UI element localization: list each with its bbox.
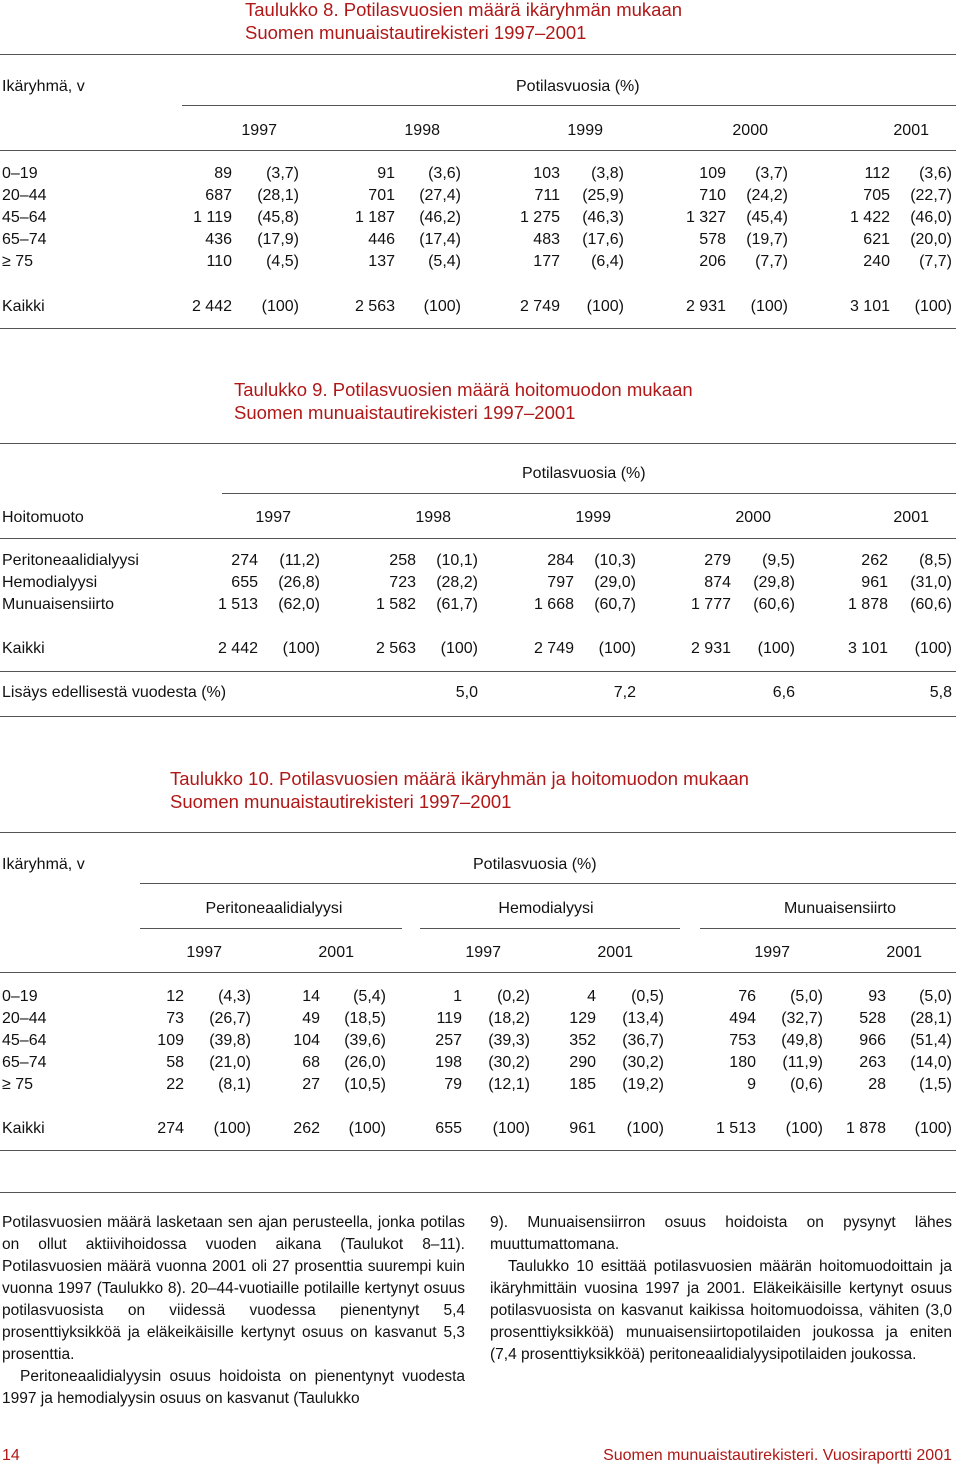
row-label: 20–44 [2,1010,47,1027]
percent-cell: (8,5) [919,552,952,569]
value-cell: 103 [533,165,560,182]
value-cell: 4 [587,988,596,1005]
percent-cell: (20,0) [910,231,952,248]
value-cell: 240 [863,253,890,270]
total-label: Kaikki [2,298,45,315]
value-cell: 1 119 [193,209,232,226]
percent-cell: (45,4) [746,209,788,226]
value-cell: 274 [231,552,258,569]
percent-cell: (3,7) [755,165,788,182]
percent-cell: (26,0) [344,1054,386,1071]
paragraph: Potilasvuosien määrä lasketaan sen ajan perusteella, jonka potilas on ollut aktiivihoidossa vuoden aikana (Taulukot 8–11). Potilasvuosien määrä vuonna 2001 oli 27 prosenttia suurempi kuin vuonna 1997 (Taulukko 8). 20–44-vuotiaille potilaille kertynyt osuus potilasvuosista on viidessä vuodessa pienentynyt 5,4 prosenttiyksikköä ja eläkeikäisille kertynyt osuus on kasvanut 5,3 prosenttia. [2,1214,465,1363]
percent-cell: (49,8) [781,1032,823,1049]
percent-cell: (0,2) [497,988,530,1005]
percent-cell: (10,5) [344,1076,386,1093]
table8-group-header: Potilasvuosia (%) [516,78,640,95]
table8-row-header: Ikäryhmä, v [2,78,85,95]
value-cell: 1 668 [533,596,574,613]
value-cell: 89 [214,165,232,182]
percent-cell: (45,8) [257,209,299,226]
value-cell: 185 [569,1076,596,1093]
total-percent-cell: (100) [440,640,478,657]
percent-cell: (46,2) [419,209,461,226]
percent-cell: (11,9) [782,1054,823,1071]
total-value-cell: 961 [569,1120,596,1137]
percent-cell: (3,6) [428,165,461,182]
percent-cell: (60,7) [594,596,636,613]
year-header: 2000 [732,122,768,139]
treatment-header: Peritoneaalidialyysi [205,900,343,917]
total-percent-cell: (100) [598,640,636,657]
value-cell: 76 [738,988,756,1005]
percent-cell: (7,7) [755,253,788,270]
percent-cell: (30,2) [488,1054,530,1071]
total-value-cell: 2 931 [685,298,726,315]
value-cell: 1 [453,988,462,1005]
year-header: 1997 [241,122,277,139]
value-cell: 109 [157,1032,184,1049]
page-number: 14 [2,1447,20,1464]
value-cell: 79 [444,1076,462,1093]
year-header: 1998 [415,509,451,526]
percent-cell: (46,0) [910,209,952,226]
row-label: Munuaisensiirto [2,596,115,613]
total-percent-cell: (100) [750,298,788,315]
percent-cell: (29,0) [594,574,636,591]
table9-row-header: Hoitomuoto [2,509,84,526]
table10-header-rule [0,972,956,973]
percent-cell: (28,2) [436,574,478,591]
percent-cell: (30,2) [622,1054,664,1071]
percent-cell: (0,6) [790,1076,823,1093]
total-percent-cell: (100) [757,640,795,657]
increase-value: 6,6 [772,684,795,701]
value-cell: 73 [166,1010,184,1027]
value-cell: 483 [533,231,560,248]
total-value-cell: 2 931 [690,640,731,657]
value-cell: 93 [868,988,886,1005]
value-cell: 528 [859,1010,886,1027]
percent-cell: (28,1) [257,187,299,204]
percent-cell: (12,1) [488,1076,530,1093]
value-cell: 655 [231,574,258,591]
percent-cell: (3,8) [591,165,624,182]
total-value-cell: 3 101 [849,298,890,315]
total-percent-cell: (100) [213,1120,251,1137]
value-cell: 206 [699,253,726,270]
row-label: Peritoneaalidialyysi [2,552,139,569]
value-cell: 129 [569,1010,596,1027]
increase-label: Lisäys edellisestä vuodesta (%) [2,684,227,701]
percent-cell: (5,4) [353,988,386,1005]
percent-cell: (28,1) [910,1010,952,1027]
value-cell: 104 [293,1032,320,1049]
table8-header-rule [0,150,956,151]
percent-cell: (0,5) [631,988,664,1005]
increase-value: 5,8 [929,684,952,701]
total-label: Kaikki [2,1120,45,1137]
value-cell: 961 [861,574,888,591]
percent-cell: (4,3) [218,988,251,1005]
text-column-left [2,1212,465,1410]
total-percent-cell: (100) [348,1120,386,1137]
value-cell: 137 [368,253,395,270]
percent-cell: (61,7) [436,596,478,613]
year-header: 1997 [255,509,291,526]
table9-subtitle: Suomen munuaistautirekisteri 1997–2001 [234,402,576,423]
value-cell: 1 327 [685,209,726,226]
percent-cell: (3,7) [266,165,299,182]
value-cell: 1 422 [849,209,890,226]
row-label: 45–64 [2,1032,47,1049]
table10-bottom-rule [0,1150,956,1151]
table8-group-rule [182,105,956,106]
percent-cell: (7,7) [919,253,952,270]
year-header: 1997 [754,944,790,961]
year-header: 1997 [186,944,222,961]
value-cell: 49 [302,1010,320,1027]
total-value-cell: 655 [435,1120,462,1137]
value-cell: 263 [859,1054,886,1071]
value-cell: 91 [377,165,395,182]
publication-title: Suomen munuaistautirekisteri. Vuosiraportti 2001 [603,1447,952,1464]
percent-cell: (22,7) [910,187,952,204]
table9-increase-rule [0,671,956,672]
row-label: 0–19 [2,988,38,1005]
value-cell: 711 [534,187,560,204]
value-cell: 710 [699,187,726,204]
value-cell: 352 [569,1032,596,1049]
value-cell: 1 513 [217,596,258,613]
percent-cell: (19,2) [622,1076,664,1093]
percent-cell: (31,0) [910,574,952,591]
total-percent-cell: (100) [586,298,624,315]
row-label: 45–64 [2,209,47,226]
percent-cell: (18,5) [344,1010,386,1027]
year-header: 2000 [735,509,771,526]
percent-cell: (24,2) [746,187,788,204]
year-header: 2001 [886,944,922,961]
percent-cell: (4,5) [266,253,299,270]
percent-cell: (11,2) [279,552,320,569]
value-cell: 1 878 [847,596,888,613]
paragraph: 9). Munuaisensiirron osuus hoidoista on pysynyt lähes muuttumattomana. [490,1214,952,1253]
total-percent-cell: (100) [626,1120,664,1137]
total-value-cell: 262 [293,1120,320,1137]
value-cell: 687 [205,187,232,204]
year-header: 2001 [893,509,929,526]
text-top-rule [0,1192,956,1193]
percent-cell: (5,0) [919,988,952,1005]
row-label: ≥ 75 [2,253,34,270]
table10-group-rule [140,883,956,884]
value-cell: 177 [533,253,560,270]
total-value-cell: 2 749 [533,640,574,657]
value-cell: 279 [704,552,731,569]
percent-cell: (6,4) [591,253,624,270]
value-cell: 180 [729,1054,756,1071]
percent-cell: (14,0) [910,1054,952,1071]
percent-cell: (39,6) [344,1032,386,1049]
value-cell: 22 [166,1076,184,1093]
percent-cell: (62,0) [278,596,320,613]
paragraph: Peritoneaalidialyysin osuus hoidoista on pienentynyt vuodesta 1997 ja hemodialyysin osuus on kasvanut (Taulukko [2,1368,465,1407]
table10-row-header: Ikäryhmä, v [2,856,85,873]
percent-cell: (26,8) [278,574,320,591]
table8-caption [245,0,682,44]
value-cell: 27 [302,1076,320,1093]
row-label: 0–19 [2,165,38,182]
table10-title: Taulukko 10. Potilasvuosien määrä ikäryhmän ja hoitomuodon mukaan [170,768,749,789]
value-cell: 284 [547,552,574,569]
percent-cell: (17,9) [257,231,299,248]
value-cell: 621 [863,231,890,248]
percent-cell: (51,4) [910,1032,952,1049]
increase-value: 7,2 [613,684,636,701]
percent-cell: (5,4) [428,253,461,270]
table9-group-header: Potilasvuosia (%) [522,465,646,482]
text-column-right [490,1212,952,1366]
value-cell: 58 [166,1054,184,1071]
table9-header-rule [0,538,956,539]
value-cell: 1 275 [519,209,560,226]
total-value-cell: 2 442 [191,298,232,315]
value-cell: 109 [699,165,726,182]
treatment-group-rule [700,928,956,929]
table9-top-rule [0,443,956,444]
value-cell: 1 187 [354,209,395,226]
total-percent-cell: (100) [261,298,299,315]
percent-cell: (9,5) [762,552,795,569]
percent-cell: (10,3) [594,552,636,569]
percent-cell: (46,3) [582,209,624,226]
total-value-cell: 2 442 [217,640,258,657]
row-label: ≥ 75 [2,1076,34,1093]
year-header: 2001 [893,122,929,139]
total-value-cell: 2 563 [354,298,395,315]
value-cell: 578 [699,231,726,248]
total-percent-cell: (100) [492,1120,530,1137]
value-cell: 28 [868,1076,886,1093]
percent-cell: (18,2) [488,1010,530,1027]
value-cell: 14 [302,988,320,1005]
percent-cell: (32,7) [781,1010,823,1027]
percent-cell: (27,4) [419,187,461,204]
value-cell: 874 [704,574,731,591]
value-cell: 258 [389,552,416,569]
value-cell: 753 [729,1032,756,1049]
table8-top-rule [0,54,956,55]
percent-cell: (60,6) [910,596,952,613]
total-label: Kaikki [2,640,45,657]
percent-cell: (60,6) [753,596,795,613]
year-header: 1999 [575,509,611,526]
value-cell: 705 [863,187,890,204]
value-cell: 797 [547,574,574,591]
percent-cell: (21,0) [209,1054,251,1071]
total-percent-cell: (100) [914,640,952,657]
year-header: 2001 [597,944,633,961]
value-cell: 262 [861,552,888,569]
percent-cell: (25,9) [582,187,624,204]
value-cell: 723 [389,574,416,591]
total-percent-cell: (100) [785,1120,823,1137]
total-value-cell: 3 101 [847,640,888,657]
percent-cell: (17,4) [419,231,461,248]
value-cell: 436 [205,231,232,248]
value-cell: 966 [859,1032,886,1049]
percent-cell: (29,8) [753,574,795,591]
row-label: Hemodialyysi [2,574,98,591]
table10-caption [170,767,749,813]
percent-cell: (39,3) [488,1032,530,1049]
total-percent-cell: (100) [914,298,952,315]
percent-cell: (17,6) [582,231,624,248]
row-label: 20–44 [2,187,47,204]
table9-caption [234,378,693,424]
year-header: 1998 [404,122,440,139]
value-cell: 701 [368,187,395,204]
treatment-header: Hemodialyysi [498,900,594,917]
total-percent-cell: (100) [423,298,461,315]
percent-cell: (10,1) [436,552,478,569]
table10-top-rule [0,832,956,833]
table8-title: Taulukko 8. Potilasvuosien määrä ikäryhmän mukaan [245,0,683,20]
value-cell: 119 [436,1010,462,1027]
total-value-cell: 1 513 [715,1120,756,1137]
percent-cell: (3,6) [919,165,952,182]
percent-cell: (8,1) [218,1076,251,1093]
total-value-cell: 1 878 [845,1120,886,1137]
percent-cell: (36,7) [622,1032,664,1049]
value-cell: 112 [864,165,890,182]
value-cell: 9 [747,1076,756,1093]
value-cell: 290 [569,1054,596,1071]
row-label: 65–74 [2,231,47,248]
value-cell: 446 [368,231,395,248]
value-cell: 1 777 [690,596,731,613]
increase-value: 5,0 [455,684,478,701]
value-cell: 198 [435,1054,462,1071]
percent-cell: (19,7) [746,231,788,248]
total-value-cell: 2 563 [375,640,416,657]
table8-subtitle: Suomen munuaistautirekisteri 1997–2001 [245,22,587,43]
table9-group-rule [222,493,956,494]
value-cell: 12 [166,988,184,1005]
percent-cell: (1,5) [919,1076,952,1093]
total-value-cell: 274 [157,1120,184,1137]
total-value-cell: 2 749 [519,298,560,315]
year-header: 1997 [465,944,501,961]
year-header: 1999 [567,122,603,139]
row-label: 65–74 [2,1054,47,1071]
table10-group-header: Potilasvuosia (%) [473,856,597,873]
table9-title: Taulukko 9. Potilasvuosien määrä hoitomuodon mukaan [234,379,693,400]
treatment-group-rule [420,928,680,929]
percent-cell: (5,0) [790,988,823,1005]
value-cell: 494 [729,1010,756,1027]
value-cell: 110 [206,253,232,270]
treatment-header: Munuaisensiirto [783,900,897,917]
treatment-group-rule [140,928,402,929]
percent-cell: (13,4) [622,1010,664,1027]
percent-cell: (26,7) [209,1010,251,1027]
year-header: 2001 [318,944,354,961]
value-cell: 1 582 [375,596,416,613]
table10-subtitle: Suomen munuaistautirekisteri 1997–2001 [170,791,512,812]
paragraph: Taulukko 10 esittää potilasvuosien määrän hoitomuodoittain ja ikäryhmittäin vuosina 1997 ja 2001. Eläkeikäisille kertynyt osuus potilasvuosista on kasvanut kaikissa hoitomuodoissa, vähiten (3,0 prosenttiyksikköä) munuaisensiirtopotilaiden joukossa ja eniten (7,4 prosenttiyksikköä) peritoneaalidialyysipotilaiden joukossa. [490,1258,952,1363]
value-cell: 257 [435,1032,462,1049]
total-percent-cell: (100) [282,640,320,657]
percent-cell: (39,8) [209,1032,251,1049]
total-percent-cell: (100) [914,1120,952,1137]
table8-bottom-rule [0,328,956,329]
value-cell: 68 [302,1054,320,1071]
table9-bottom-rule [0,716,956,717]
